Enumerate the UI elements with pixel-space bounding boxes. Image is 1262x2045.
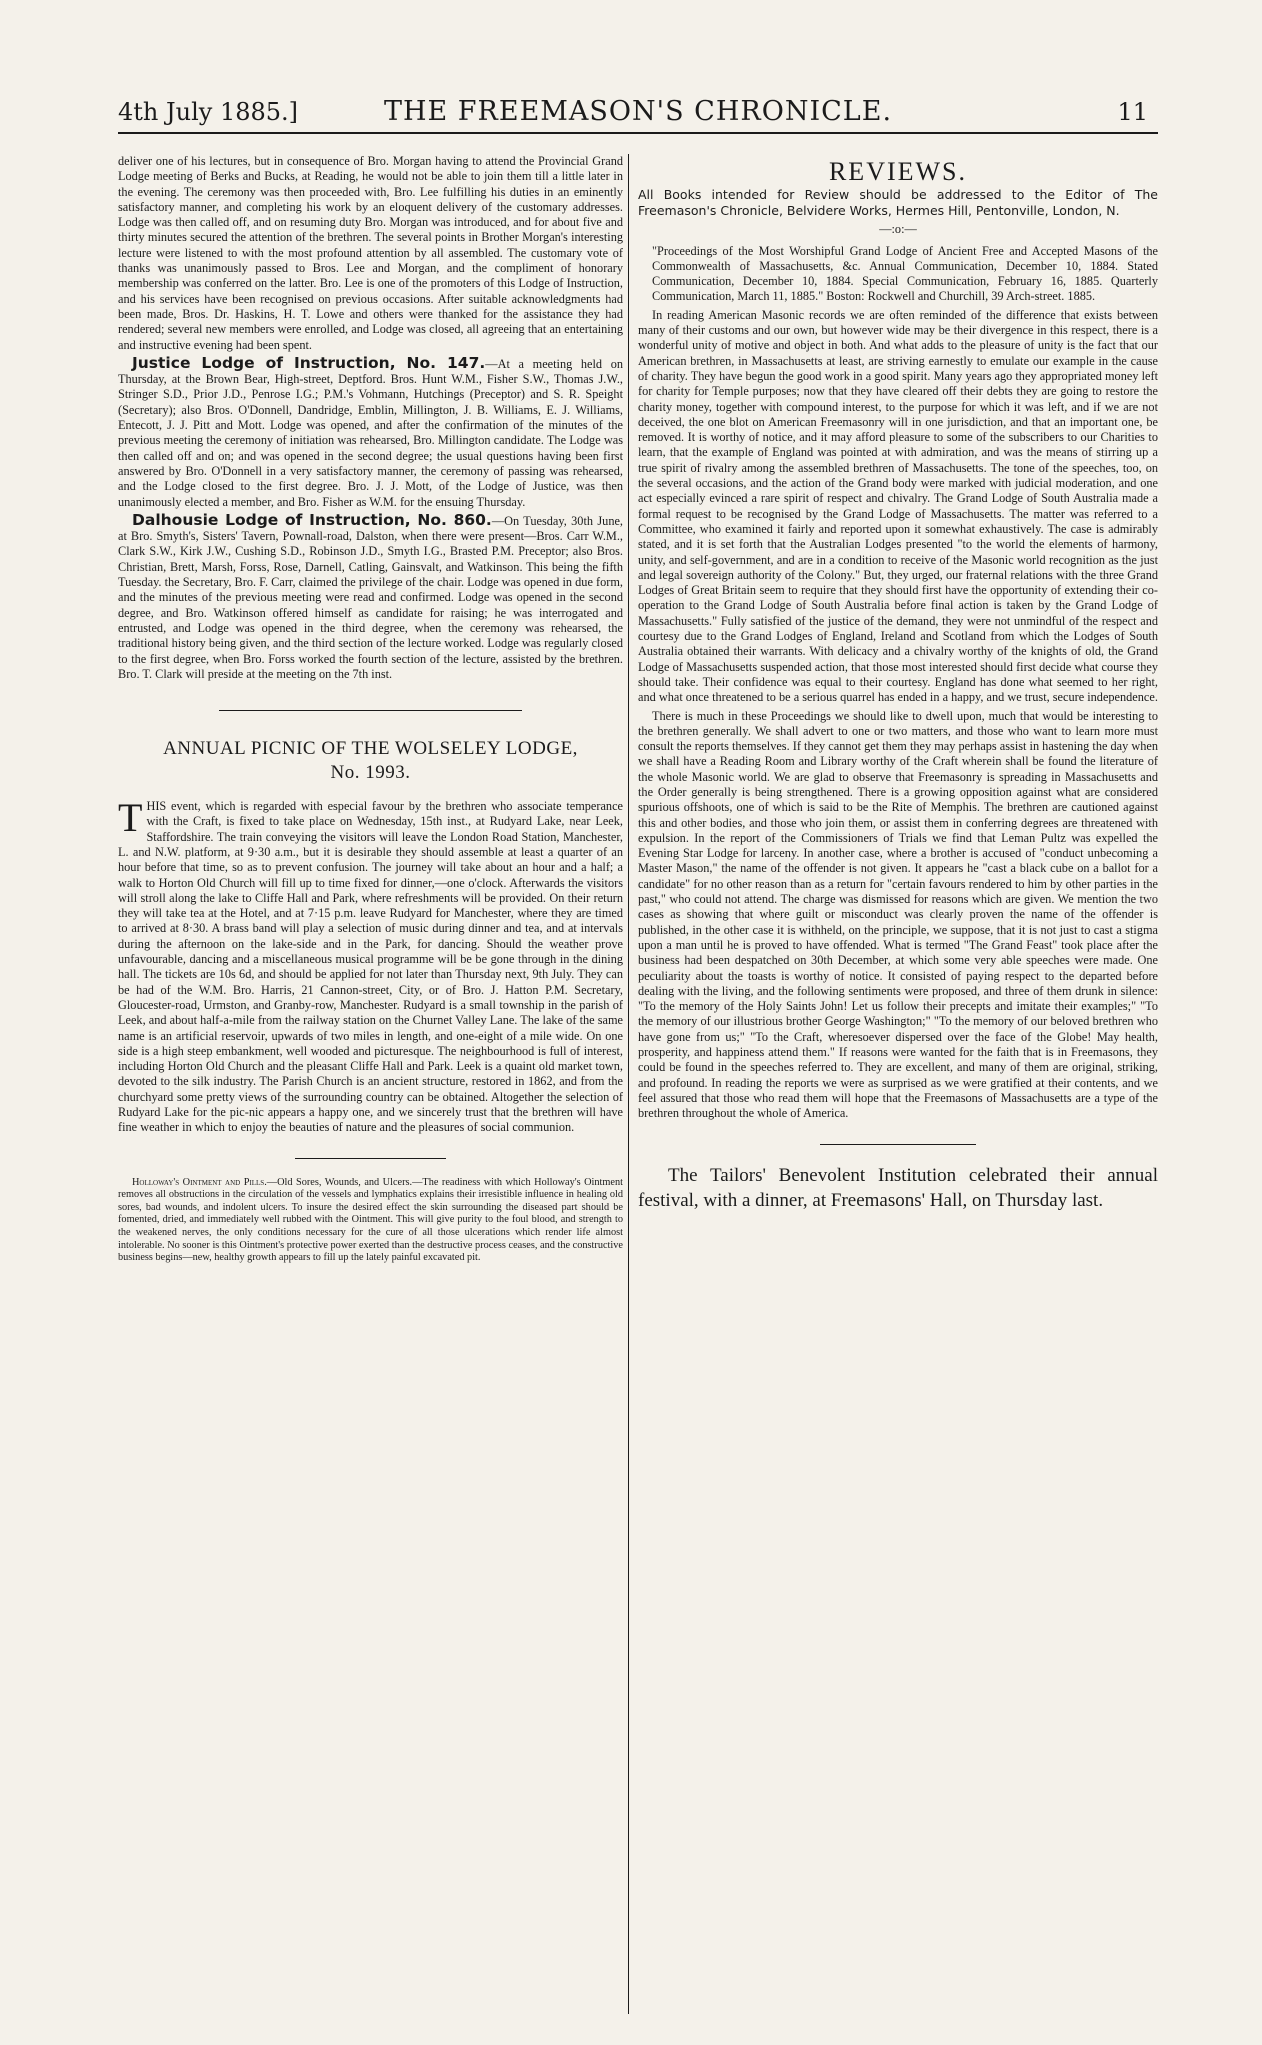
picnic-article [118, 795, 623, 1136]
right-column [638, 154, 1158, 1216]
advert-rule [295, 1158, 447, 1159]
ornament-separator: —:o:— [879, 222, 917, 237]
review-body-1: In reading American Masonic records we are often reminded of the difference that exists between many of their customs and our own, but however wide may be their divergence in this respect, there is a wonderful unity of motive and object in both. And what adds to the pleasure of unity is the fact that our American brethren, in Massachusetts at least, are striving earnestly to emulate our example in the cause of charity. They have begun the good work in a good spirit. Many years ago they appropriated money left for charity for Temple purposes; now that they have cleared off their debts they are going to restore the charity money, together with compound interest, to the purpose for which it was left, and if we are not deceived, the one blot on American Freemasonry will in one jurisdiction, and that an important one, be removed. It is worthy of notice, and it may afford pleasure to some of the subscribers to our Charities to learn, that the example of England was pointed at with admiration, and was the means of stirring up a true spirit of rivalry among the assembled brethren of Massachusetts. The tone of the speeches, too, on the several occasions, and the action of the Grand body were marked with judicial moderation, and one act especially evinced a rare spirit of respect and chivalry. The Grand Lodge of South Australia made a formal request to be recognised by the Grand Lodge of Massachusetts. The matter was referred to a Committee, who examined it fairly and reported upon it somewhat exhaustively. The case is admirably stated, and it is set forth that the Australian Lodges presented "to the world the elements of harmony, unity, and self-government, and are in a condition to receive of the Masonic world recognition as the just and legal sovereign authority of the Colony." But, they urged, our fraternal relations with the three Grand Lodges of Great Britain seem to require that they should first have the opportunity of extending their co-operation to the Grand Lodge of South Australia before final action is taken by the Grand Lodge of Massachusetts." Fully satisfied of the justice of the demand, they were not unmindful of the respect and courtesy due to the Grand Lodges of England, Ireland and Scotland from which the Lodges of South Australia obtained their warrants. With delicacy and a chivalry worthy of the knights of old, the Grand Lodge of Massachusetts suspended action, that those most interested should first decide what course they should take. Their confidence was equal to their courtesy. England has done what seemed to her right, and what once threatened to be a serious quarrel has ended in a happy, and we trust, secure independence. [638, 307, 1158, 705]
issue-date: 4th July 1885.] [118, 98, 299, 126]
section-rule [219, 710, 522, 711]
picnic-title [118, 737, 623, 785]
left-column [118, 154, 623, 1268]
lecture-continuation: deliver one of his lectures, but in consequence of Bro. Morgan having to attend the Provincial Grand Lodge meeting of Berks and Bucks, at Reading, he would not be able to join them till a little later in the evening. The ceremony was then proceeded with, Bro. Lee fulfilling his duties in an eminently satisfactory manner, and completing his work by an eloquent delivery of the customary addresses. Lodge was then called off, and on resuming duty Bro. Morgan was introduced, and for about five and thirty minutes secured the attention of the brethren. The several points in Brother Morgan's interesting lecture were listened to with the most profound attention by all assembled. The customary vote of thanks was unanimously passed to Bros. Lee and Morgan, and the compliment of honorary membership was conferred on the latter. Bro. Lee is one of the promoters of this Lodge of Instruction, and his services have been recognised on previous occasions. After suitable acknowledgments had been made, Bros. Dr. Haskins, H. T. Lowe and others were thanked for the assistance they had rendered; several new members were enrolled, and Lodge was closed, all agreeing that an entertaining and instructive evening had been spent. [118, 154, 623, 352]
justice-lodge-report [118, 353, 624, 510]
picnic-title-line1: ANNUAL PICNIC OF THE WOLSELEY LODGE, [163, 738, 578, 760]
justice-lodge-body: —At a meeting held on Thursday, at the Brown Bear, High-street, Deptford. Bros. Hunt W.M., Fisher S.W., Thomas J.W., Stringer S.D., Prior J.D., Penrose I.G.; P.M.'s Vohmann, Hutchings (Preceptor) and S. R. Speight (Secretary); also Bros. O'Donnell, Dandridge, Emblin, Millington, J. B. Williams, E. J. Williams, Entecott, J. J. Pitt and Mott. Lodge was opened, and after the confirmation of the minutes of the previous meeting the ceremony of initiation was rehearsed, Bro. Millington candidate. The Lodge was then called off and on; and was opened in the second degree; the usual questions having been first answered by Bro. O'Donnell in a very satisfactory manner, the ceremony of passing was rehearsed, and the Lodge closed to the first degree. Bro. J. J. Mott, of the Lodge of Justice, was then unanimously elected a member, and Bro. Fisher as W.M. for the ensuing Thursday. [118, 356, 624, 509]
review-body-2: There is much in these Proceedings we should like to dwell upon, much that would be interesting to the brethren generally. We shall advert to one or two matters, and those who want to learn more must consult the reports themselves. If they cannot get them they may perhaps assist in hastening the day when we shall have a Reading Room and Library worthy of the Craft wherein shall be found the literature of the whole Masonic world. We are glad to observe that Freemasonry is spreading in Massachusetts and the Order generally is being strengthened. There is a growing opposition against what are considered spurious offshoots, one of which is said to be the Rite of Memphis. The brethren are cautioned against this and other bodies, and those who join them, or assist them in conferring degrees are threatened with expulsion. In the report of the Commissioners of Trials we find that Leman Pultz was expelled the Evening Star Lodge for larceny. In another case, where a brother is accused of "conduct unbecoming a Master Mason," the name of the offender is not given. It appears he "cast a black cube on a ballot for a candidate" for no other reason than as a return for "certain favours rendered to him by other parties in the past," who could not attend. The charge was dismissed for reasons which are given. We mention the two cases as showing that where guilt or misconduct was clearly proven the name of the offender is published, in the other case it is withheld, on the principle, we suppose, that it is not just to cast a stigma upon a man until he is proved to have offended. What is termed "The Grand Feast" took place after the business had been despatched on 30th December, at which some very able speeches were made. One peculiarity about the toasts is worthy of notice. It consisted of paying respect to the departed before dealing with the living, and the following sentiments were proposed, and three of them drunk in silence: "To the memory of the Holy Saints John! Let us follow their precepts and imitate their examples;" "To the memory of our illustrious brother George Washington;" "To the memory of our beloved brethren who have gone from us;" "To the Craft, wheresoever dispersed over the face of the Globe! May health, prosperity, and happiness attend them." If reasons were wanted for the faith that is in Freemasons, they could be found in the speeches referred to. They are excellent, and many of them are original, striking, and profound. In reading the reports we were as surprised as we were gratified at their contents, and we feel assured that those who read them will hope that the Freemasons of Massachusetts are a type of the brethren throughout the whole of America. [638, 708, 1158, 1121]
column-divider [628, 154, 629, 2014]
picnic-title-line2: No. 1993. [330, 762, 411, 784]
holloway-advert [118, 1177, 623, 1265]
dalhousie-lodge-body: —On Tuesday, 30th June, at Bro. Smyth's, Sisters' Tavern, Pownall-road, Dalston, when there were present—Bros. Carr W.M., Clark S.W., Kirk J.W., Cushing S.D., Robinson J.D., Smyth I.G., Brasted P.M. Preceptor; also Bros. Christian, Brett, Marsh, Forss, Rose, Darnell, Catling, Gainsvalt, and Watkinson. This being the fifth Tuesday. the Secretary, Bro. F. Carr, claimed the privilege of the chair. Lodge was opened in due form, and the minutes of the previous meeting were read and confirmed. Lodge was opened in the second degree, and Bro. Watkinson offered himself as candidate for raising; he was interrogated and entrusted, and Lodge was opened in the third degree, when the ceremony was rehearsed, the traditional history being given, and the third section of the lecture worked. Lodge was regularly closed to the first degree, when Bro. Forss worked the fourth section of the lecture, assisted by the brethren. Bro. T. Clark will preside at the meeting on the 7th inst. [118, 513, 624, 681]
picnic-body: HIS event, which is regarded with especial favour by the brethren who associate temperance with the Craft, is fixed to take place on Wednesday, 15th inst., at Rudyard Lake, near Leek, Staffordshire. The train conveying the visitors will leave the London Road Station, Manchester, L. and N.W. platform, at 9·30 a.m., but it is desirable they should assemble at least a quarter of an hour before that time, so as to prevent confusion. The journey will take about an hour and a half; a walk to Horton Old Church will fill up to time fixed for dinner,—one o'clock. Afterwards the visitors will stroll along the lake to Cliffe Hall and Park, where refreshments will be provided. On their return they will take tea at the Hotel, and at 7·15 p.m. leave Rudyard for Manchester, where they are timed to arrived at 8·30. A brass band will play a selection of music during dinner and tea, and at intervals during the afternoon on the lake-side and in the Park, for dancing. Should the weather prove unfavourable, dancing and a miscellaneous musical programme will be be gone through in the dining hall. The tickets are 10s 6d, and should be applied for not later than Thursday next, 9th July. They can be had of the W.M. Bro. Harris, 21 Cannon-street, City, or of Bro. J. Hatton P.M. Secretary, Gloucester-road, Urmston, and Granby-row, Manchester. Rudyard is a small township in the parish of Leek, and about half-a-mile from the railway station on the Churnet Valley Lane. The lake of the same name is an artificial reservoir, upwards of two miles in length, and one-eight of a mile wide. On one side is a high steep embankment, well wooded and picturesque. The neighbourhood is full of interest, including Horton Old Church and the pleasant Cliffe Hall and Park. Leek is a quaint old market town, devoted to the silk industry. The Parish Church is an ancient structure, restored in 1862, and from the churchyard some pretty views of the surrounding country can be obtained. Altogether the selection of Rudyard Lake for the pic-nic appears a happy one, and we sincerely trust that the brethren will have fine weather in which to enjoy the beauties of nature and the pleasures of social communion. [118, 799, 623, 1135]
dalhousie-lodge-heading: Dalhousie Lodge of Instruction, No. 860. [132, 510, 492, 529]
page-number: 11 [1117, 98, 1148, 126]
notice-rule [820, 1144, 976, 1145]
newspaper-page [118, 92, 1158, 1982]
page-header [118, 92, 1158, 134]
reviews-note: All Books intended for Review should be addressed to the Editor of The Freemason's Chronicle, Belvidere Works, Hermes Hill, Pentonville, London, N. [638, 187, 1158, 219]
drop-cap: T [118, 795, 143, 841]
justice-lodge-heading: Justice Lodge of Instruction, No. 147. [132, 353, 486, 372]
publication-title: THE FREEMASON'S CHRONICLE. [383, 96, 893, 127]
dalhousie-lodge-report [118, 510, 624, 682]
reviews-title: REVIEWS. [828, 157, 968, 186]
advert-title: Holloway's Ointment and Pills. [132, 1176, 267, 1188]
advert-body: —Old Sores, Wounds, and Ulcers.—The readiness with which Holloway's Ointment removes all obstructions in the circulation of the vessels and lymphatics explains their irresistible influence in healing old sores, bad wounds, and indolent ulcers. To insure the desired effect the skin surrounding the diseased part should be fomented, dried, and immediately well rubbed with the Ointment. This will give purity to the foul blood, and strength to the weakened nerves, the only conditions necessary for the cure of all those ulcerations which render life almost intolerable. No sooner is this Ointment's protective power exerted than the destructive process ceases, and the constructive business begins—new, healthy growth appears to fill up the lately painful excavated pit. [118, 1176, 623, 1264]
tailors-notice: The Tailors' Benevolent Institution celebrated their annual festival, with a dinner, at Freemasons' Hall, on Thursday last. [638, 1164, 1158, 1211]
reviews-citation: "Proceedings of the Most Worshipful Grand Lodge of Ancient Free and Accepted Masons of the Commonwealth of Massachusetts, &c. Annual Communication, December 10, 1884. Stated Communication, December 10, 1884. Special Communication, February 16, 1885. Quarterly Communication, March 11, 1885." Boston: Rockwell and Churchill, 39 Arch-street. 1885. [652, 243, 1158, 304]
